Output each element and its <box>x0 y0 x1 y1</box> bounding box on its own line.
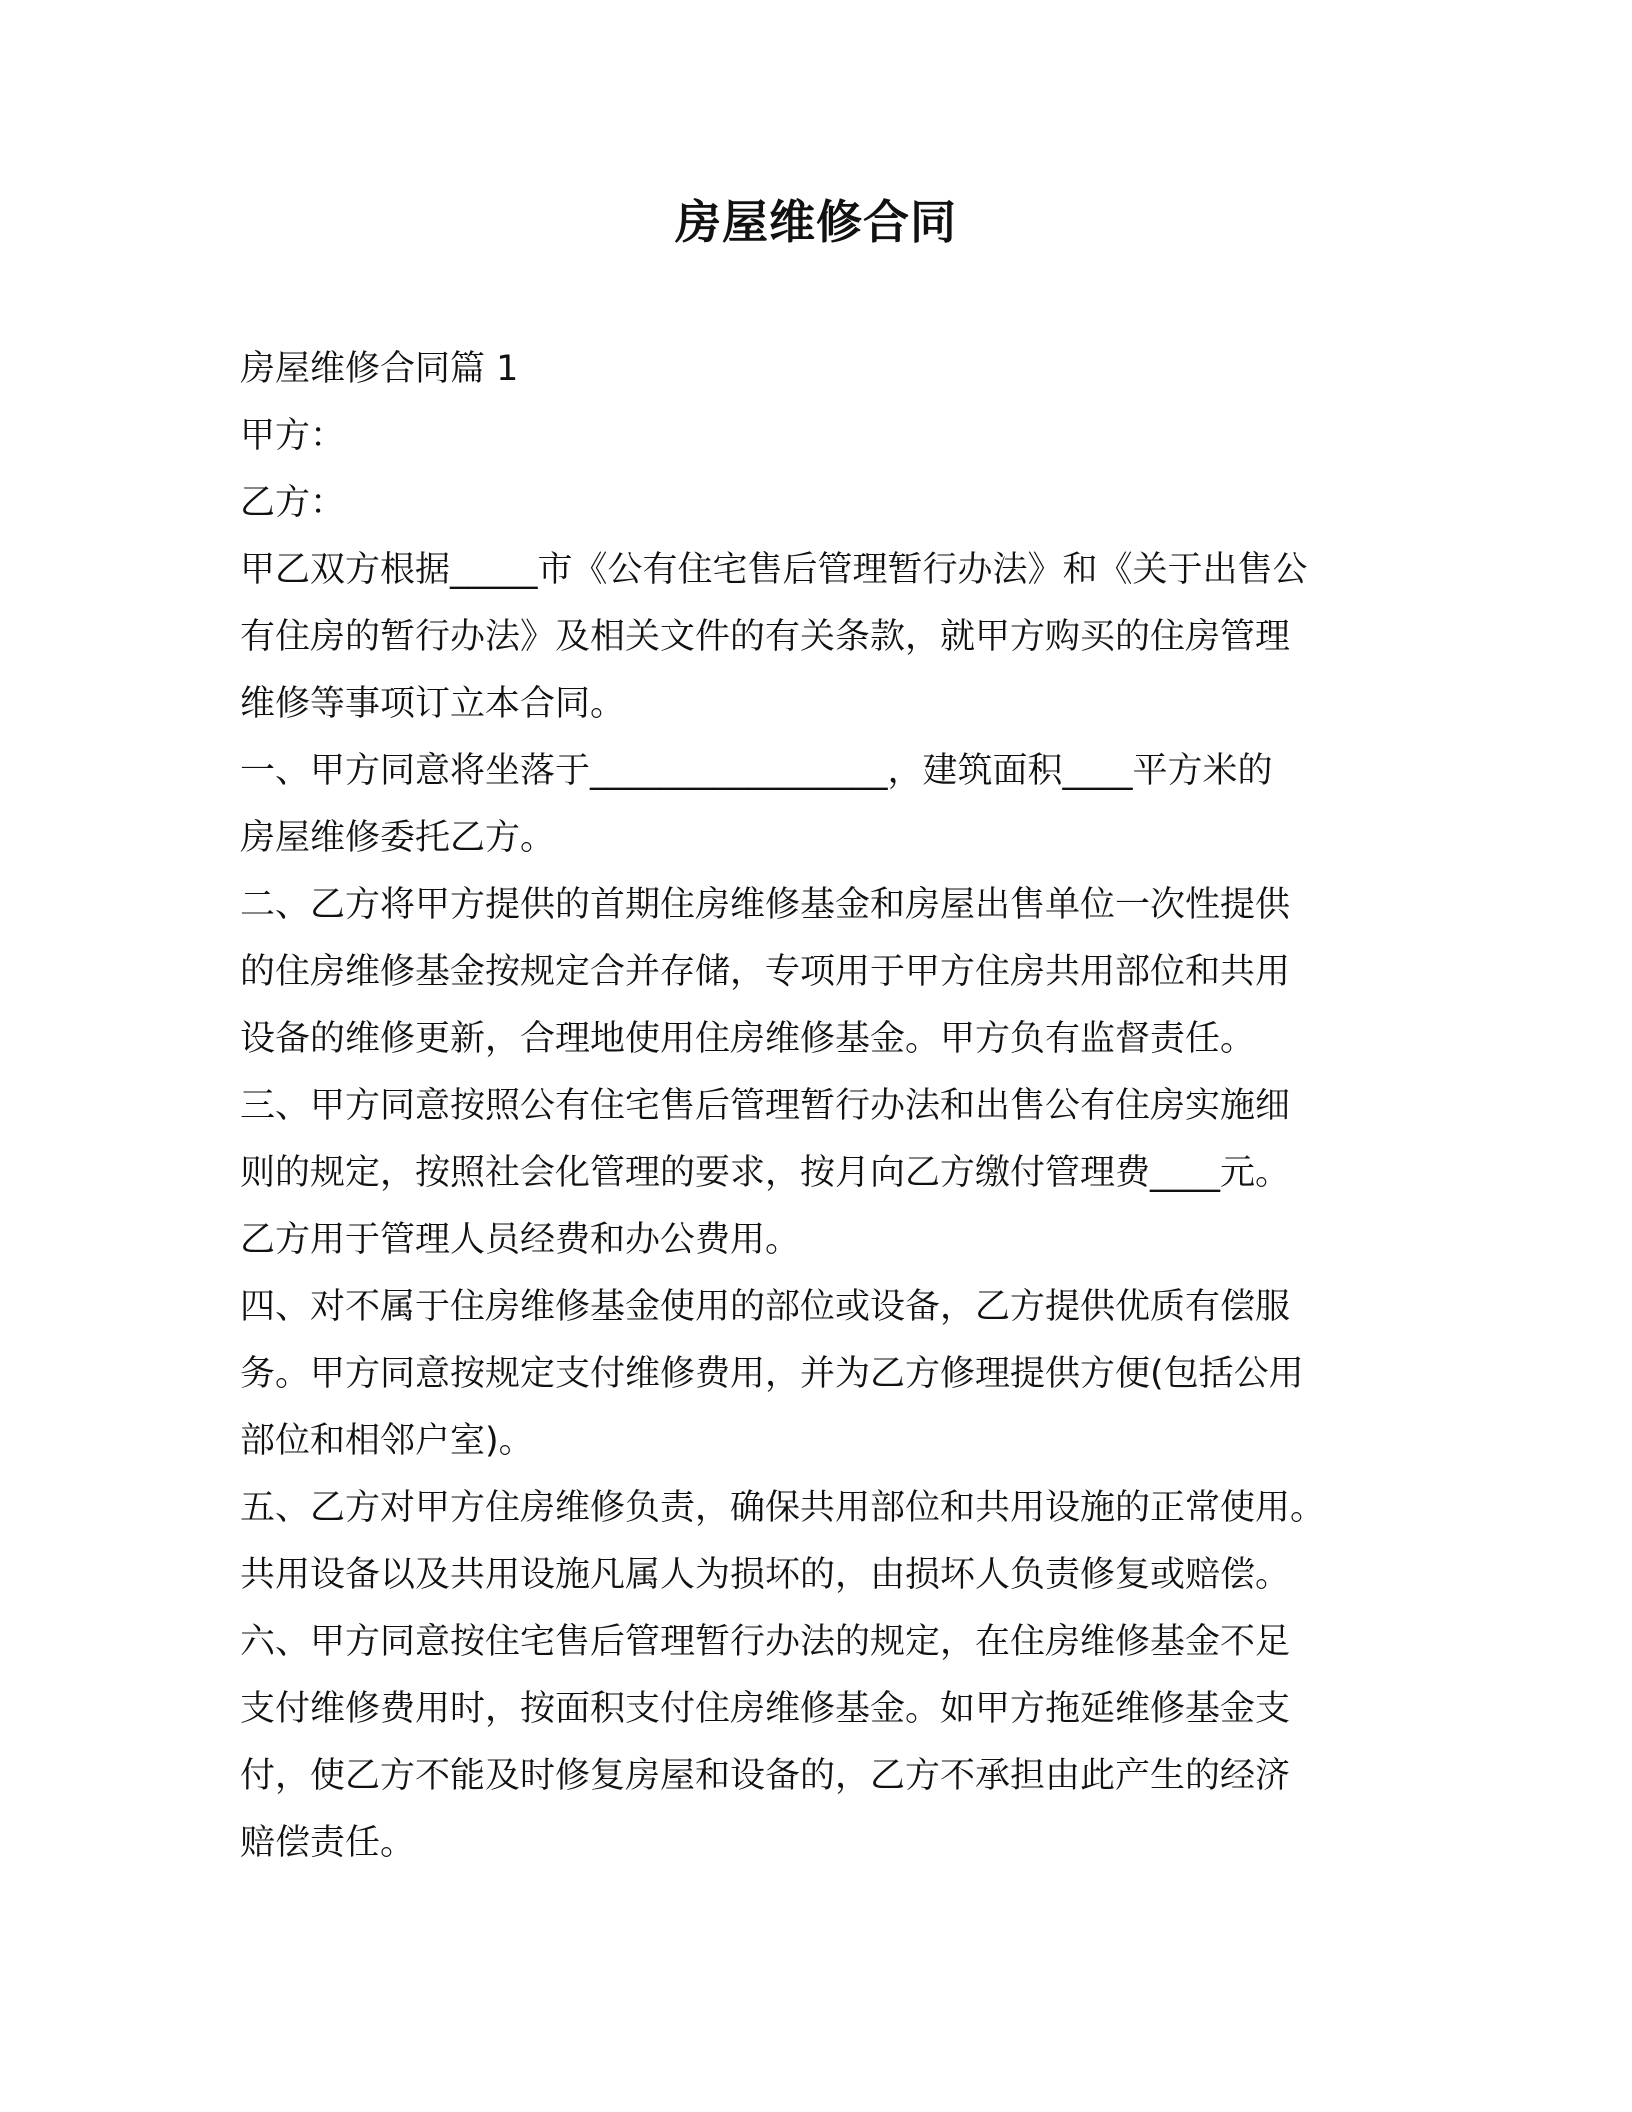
text-line: 一、甲方同意将坐落于_________________，建筑面积____平方米的 <box>240 751 1273 791</box>
text-line: 付，使乙方不能及时修复房屋和设备的，乙方不承担由此产生的经济 <box>240 1756 1291 1796</box>
text-line: 赔偿责任。 <box>240 1823 416 1863</box>
text-line: 则的规定，按照社会化管理的要求，按月向乙方缴付管理费____元。 <box>240 1153 1291 1193</box>
text-line: 有住房的暂行办法》及相关文件的有关条款，就甲方购买的住房管理 <box>240 617 1291 657</box>
text-line: 共用设备以及共用设施凡属人为损坏的，由损坏人负责修复或赔偿。 <box>240 1555 1291 1595</box>
text-line: 三、甲方同意按照公有住宅售后管理暂行办法和出售公有住房实施细 <box>240 1086 1291 1126</box>
text-line: 甲方： <box>240 416 346 456</box>
text-line: 设备的维修更新，合理地使用住房维修基金。甲方负有监督责任。 <box>240 1019 1256 1059</box>
document-body <box>240 336 1400 1877</box>
text-line: 甲乙双方根据_____市《公有住宅售后管理暂行办法》和《关于出售公 <box>240 550 1308 590</box>
text-line: 的住房维修基金按规定合并存储，专项用于甲方住房共用部位和共用 <box>240 952 1291 992</box>
text-line: 乙方： <box>240 483 346 523</box>
text-line: 支付维修费用时，按面积支付住房维修基金。如甲方拖延维修基金支 <box>240 1689 1291 1729</box>
text-line: 六、甲方同意按住宅售后管理暂行办法的规定，在住房维修基金不足 <box>240 1622 1291 1662</box>
text-line: 维修等事项订立本合同。 <box>240 684 626 724</box>
text-line: 房屋维修委托乙方。 <box>240 818 556 858</box>
text-line: 务。甲方同意按规定支付维修费用，并为乙方修理提供方便(包括公用 <box>240 1354 1304 1394</box>
text-line: 四、对不属于住房维修基金使用的部位或设备，乙方提供优质有偿服 <box>240 1287 1291 1327</box>
text-line: 五、乙方对甲方住房维修负责，确保共用部位和共用设施的正常使用。 <box>240 1488 1326 1528</box>
text-line: 房屋维修合同篇 1 <box>240 349 519 389</box>
text-line: 乙方用于管理人员经费和办公费用。 <box>240 1220 801 1260</box>
text-line: 二、乙方将甲方提供的首期住房维修基金和房屋出售单位一次性提供 <box>240 885 1291 925</box>
text-line: 部位和相邻户室)。 <box>240 1421 534 1461</box>
document-title: 房屋维修合同 <box>675 195 957 249</box>
